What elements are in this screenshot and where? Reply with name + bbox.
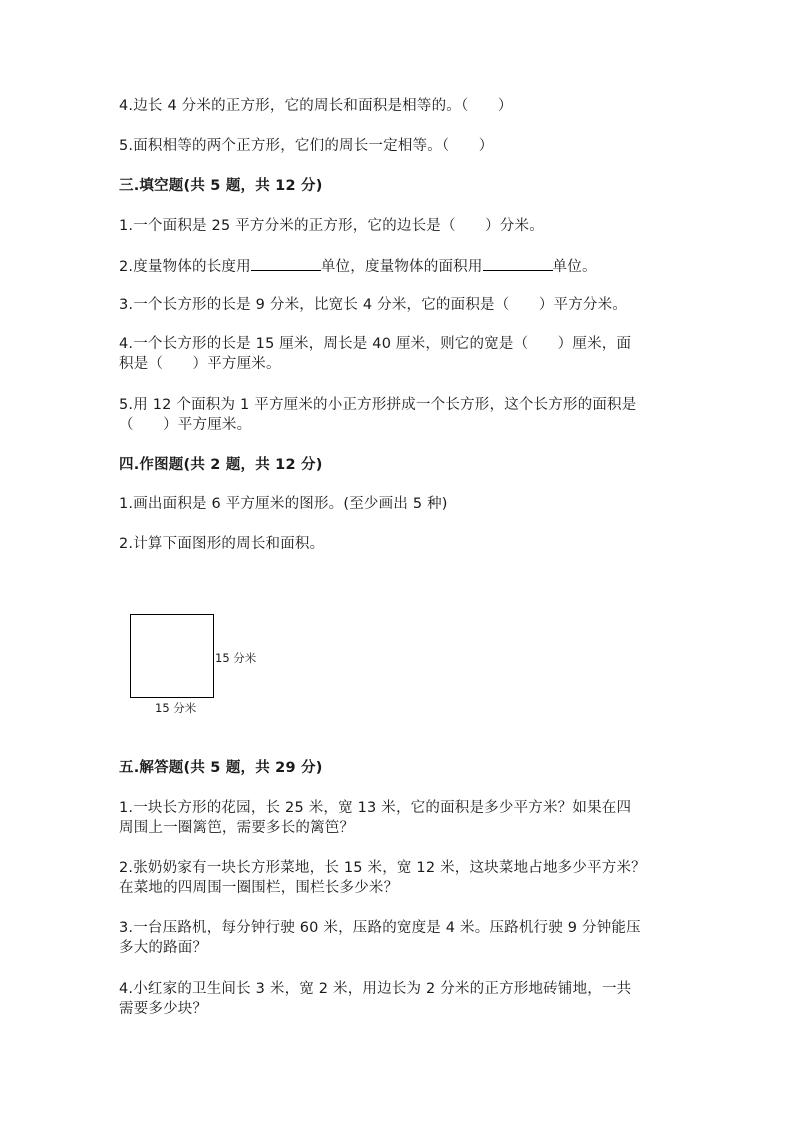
question-s3-2-part-c: 单位。: [552, 259, 597, 275]
question-s4-1: 1.画出面积是 6 平方厘米的图形。(至少画出 5 种): [119, 496, 448, 512]
question-s5-4-line2: 需要多少块？: [119, 1001, 208, 1017]
square-side-label: 15 分米: [215, 651, 257, 665]
question-s3-1: 1.一个面积是 25 平方分米的正方形，它的边长是（ ）分米。: [119, 218, 544, 234]
section-heading-solve: 五.解答题(共 5 题，共 29 分): [119, 760, 323, 776]
question-s3-2: [119, 256, 597, 277]
question-s5-4-line1: 4.小红家的卫生间长 3 米，宽 2 米，用边长为 2 分米的正方形地砖铺地，一共: [119, 981, 632, 997]
answer-blank[interactable]: [251, 256, 321, 271]
question-s4-2: 2.计算下面图形的周长和面积。: [119, 536, 325, 552]
question-s3-2-part-b: 单位，度量物体的面积用: [320, 259, 483, 275]
question-s3-4-line2: 积是（ ）平方厘米。: [119, 356, 281, 372]
question-s5-2-line2: 在菜地的四周围一圈围栏，围栏长多少米？: [119, 880, 399, 896]
question-s3-3: 3.一个长方形的长是 9 分米，比宽长 4 分米，它的面积是（ ）平方分米。: [119, 297, 628, 313]
question-s3-4-line1: 4.一个长方形的长是 15 厘米，周长是 40 厘米，则它的宽是（ ）厘米，面: [119, 336, 632, 352]
section-heading-drawing: 四.作图题(共 2 题，共 12 分): [119, 457, 323, 473]
question-s5-2-line1: 2.张奶奶家有一块长方形菜地，长 15 米，宽 12 米，这块菜地占地多少平方米？: [119, 860, 646, 876]
question-s2-5: 5.面积相等的两个正方形，它们的周长一定相等。（ ）: [119, 138, 494, 154]
question-s3-5-line2: （ ）平方厘米。: [119, 417, 252, 433]
answer-blank[interactable]: [483, 256, 553, 271]
question-s3-2-part-a: 2.度量物体的长度用: [119, 259, 251, 275]
section-heading-fill-in: 三.填空题(共 5 题，共 12 分): [119, 178, 323, 194]
square-figure: [130, 614, 214, 698]
question-s5-3-line1: 3.一台压路机，每分钟行驶 60 米，压路的宽度是 4 米。压路机行驶 9 分钟能压: [119, 920, 641, 936]
question-s5-1-line2: 周围上一圈篱笆，需要多长的篱笆？: [119, 820, 355, 836]
question-s5-1-line1: 1.一块长方形的花园，长 25 米，宽 13 米，它的面积是多少平方米？如果在四: [119, 800, 632, 816]
question-s2-4: 4.边长 4 分米的正方形，它的周长和面积是相等的。（ ）: [119, 98, 513, 114]
question-s5-3-line2: 多大的路面？: [119, 940, 208, 956]
square-bottom-label: 15 分米: [155, 701, 197, 715]
question-s3-5-line1: 5.用 12 个面积为 1 平方厘米的小正方形拼成一个长方形，这个长方形的面积是: [119, 397, 637, 413]
